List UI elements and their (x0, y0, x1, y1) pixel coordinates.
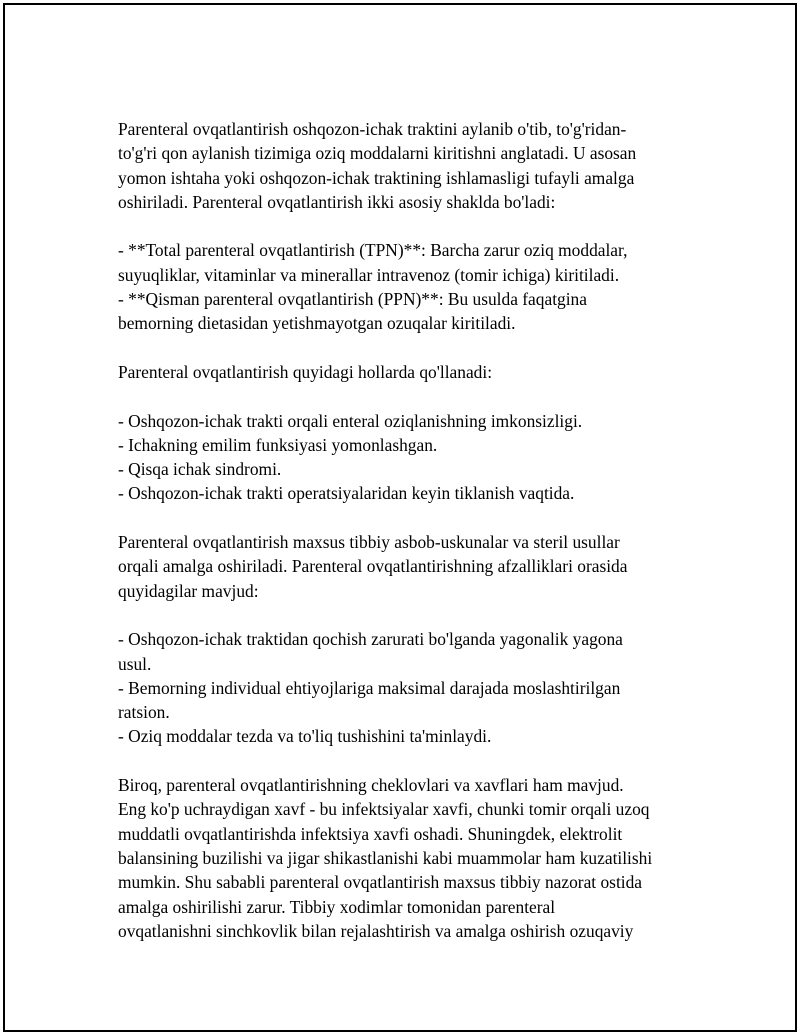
list-item: - **Total parenteral ovqatlantirish (TPN)**: Barcha zarur oziq moddalar, (118, 240, 628, 261)
list-item: - Ichakning emilim funksiyasi yomonlashgan. (118, 434, 438, 455)
list-item: - Oshqozon-ichak trakti operatsiyalaridan keyin tiklanish vaqtida. (118, 483, 575, 504)
text-line: ovqatlanishni sinchkovlik bilan rejalashtirish va amalga oshirish ozuqaviy (118, 920, 634, 941)
list-indications (118, 409, 698, 506)
list-item-continuation: bemorning dietasidan yetishmayotgan ozuqalar kiritiladi. (118, 313, 516, 334)
text-line: Biroq, parenteral ovqatlantirishning cheklovlari va xavflari ham mavjud. (118, 775, 624, 796)
text-line: quyidagilar mavjud: (118, 580, 259, 601)
text-line: Parenteral ovqatlantirish oshqozon-ichak traktini aylanib o'tib, to'g'ridan- (118, 119, 627, 139)
text-line: muddatli ovqatlantirishda infektsiya xavfi oshadi. Shuningdek, elektrolit (118, 823, 623, 844)
text-line: mumkin. Shu sababli parenteral ovqatlantirish maxsus tibbiy nazorat ostida (118, 872, 643, 893)
paragraph-advantages-intro (118, 530, 698, 603)
paragraph-usage-intro (118, 360, 698, 384)
text-line: to'g'ri qon aylanish tizimiga oziq moddalarni kiritishni anglatadi. U asosan (118, 143, 637, 164)
text-line: oshiriladi. Parenteral ovqatlantirish ikki asosiy shaklda bo'ladi: (118, 191, 556, 212)
list-advantages (118, 627, 698, 748)
text-line: orqali amalga oshiriladi. Parenteral ovqatlantirishning afzalliklari orasida (118, 556, 628, 577)
text-line: amalga oshirilishi zarur. Tibbiy xodimlar tomonidan parenteral (118, 896, 556, 917)
text-line: Parenteral ovqatlantirish maxsus tibbiy asbob-uskunalar va steril usullar (118, 532, 620, 553)
text-line: Parenteral ovqatlantirish quyidagi hollarda qo'llanadi: (118, 361, 493, 382)
document-body (118, 117, 698, 967)
paragraph-intro (118, 117, 698, 214)
list-item-continuation: usul. (118, 653, 152, 674)
paragraph-risks (118, 773, 698, 943)
text-line: balansining buzilishi va jigar shikastlanishi kabi muammolar ham kuzatilishi (118, 847, 653, 868)
list-item-continuation: suyuqliklar, vitaminlar va minerallar intravenoz (tomir ichiga) kiritiladi. (118, 264, 620, 285)
list-forms (118, 238, 698, 335)
text-line: yomon ishtaha yoki oshqozon-ichak traktining ishlamasligi tufayli amalga (118, 167, 635, 188)
list-item-continuation: ratsion. (118, 702, 170, 723)
list-item: - Oshqozon-ichak traktidan qochish zarurati bo'lganda yagonalik yagona (118, 629, 623, 650)
list-item: - **Qisman parenteral ovqatlantirish (PPN)**: Bu usulda faqatgina (118, 289, 587, 310)
text-line: Eng ko'p uchraydigan xavf - bu infektsiyalar xavfi, chunki tomir orqali uzoq (118, 799, 650, 820)
list-item: - Oshqozon-ichak trakti orqali enteral oziqlanishning imkonsizligi. (118, 410, 583, 431)
list-item: - Bemorning individual ehtiyojlariga maksimal darajada moslashtirilgan (118, 677, 621, 698)
list-item: - Qisqa ichak sindromi. (118, 459, 282, 480)
list-item: - Oziq moddalar tezda va to'liq tushishini ta'minlaydi. (118, 726, 492, 747)
